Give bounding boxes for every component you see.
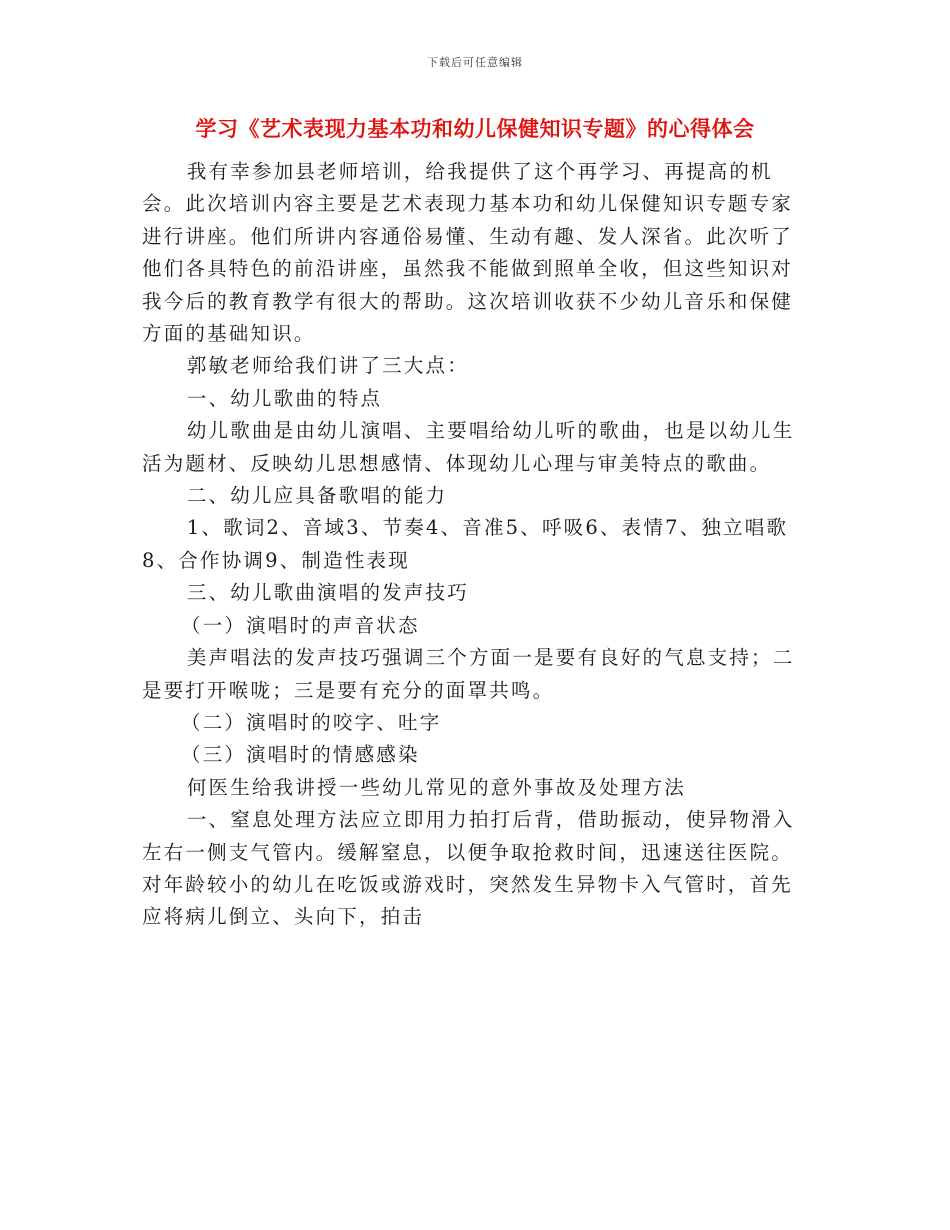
subsection-emotion: （三）演唱时的情感感染: [181, 743, 420, 767]
document-title: 学习《艺术表现力基本功和幼儿保健知识专题》的心得体会: [195, 117, 755, 141]
section-heading-singing-ability: 二、幼儿应具备歌唱的能力: [186, 484, 448, 508]
subsection-articulation: （二）演唱时的咬字、吐字: [181, 710, 442, 734]
header-note: 下载后可任意编辑: [427, 56, 523, 69]
section-heading-song-features: 一、幼儿歌曲的特点: [186, 386, 383, 410]
paragraph-singing-ability-list: 1、歌词2、音域3、节奏4、音准5、呼吸6、表情7、独立唱歌8、合作协调9、制造性表现: [142, 516, 789, 572]
paragraph-choking-treatment: 一、窒息处理方法应立即用力拍打后背，借助振动，使异物滑入左右一侧支气管内。缓解窒息，以便争取抢救时间，迅速送往医院。对年龄较小的幼儿在吃饭或游戏时，突然发生异物卡入气管时，首先应将病儿倒立、头向下，拍击: [142, 808, 795, 929]
document-body: [142, 156, 810, 934]
paragraph-bel-canto: 美声唱法的发声技巧强调三个方面一是要有良好的气息支持；二是要打开喉咙；三是要有充分的面罩共鸣。: [142, 646, 795, 702]
subsection-voice-state: （一）演唱时的声音状态: [181, 613, 420, 637]
section-heading-vocal-technique: 三、幼儿歌曲演唱的发声技巧: [186, 581, 469, 605]
paragraph-guo-min-intro: 郭敏老师给我们讲了三大点：: [186, 354, 469, 378]
paragraph-song-features: 幼儿歌曲是由幼儿演唱、主要唱给幼儿听的歌曲，也是以幼儿生活为题材、反映幼儿思想感情、体现幼儿心理与审美特点的歌曲。: [142, 419, 795, 475]
paragraph-intro: 我有幸参加县老师培训，给我提供了这个再学习、再提高的机会。此次培训内容主要是艺术表现力基本功和幼儿保健知识专题专家进行讲座。他们所讲内容通俗易懂、生动有趣、发人深省。此次听了他们各具特色的前沿讲座，虽然我不能做到照单全收，但这些知识对我今后的教育教学有很大的帮助。这次培训收获不少幼儿音乐和保健方面的基础知识。: [142, 160, 794, 346]
paragraph-doctor-intro: 何医生给我讲授一些幼儿常见的意外事故及处理方法: [186, 775, 686, 799]
